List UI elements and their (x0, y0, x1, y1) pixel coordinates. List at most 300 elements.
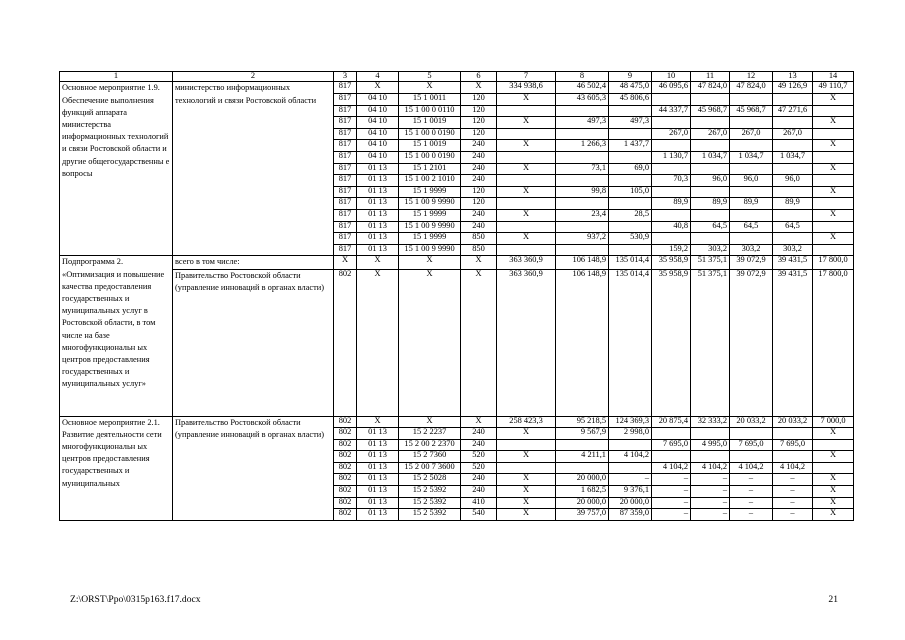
value-cell: 240 (461, 439, 497, 451)
value-cell: – (609, 474, 652, 486)
value-cell: 817 (334, 209, 357, 221)
value-cell: 64,5 (730, 221, 773, 233)
value-cell: X (461, 416, 497, 428)
value-cell: 01 13 (357, 451, 399, 463)
value-cell (773, 163, 813, 175)
value-cell: X (497, 428, 556, 440)
value-cell: 45 806,6 (609, 93, 652, 105)
value-cell (813, 105, 854, 117)
value-cell: 15 1 9999 (399, 186, 461, 198)
value-cell (691, 140, 730, 152)
value-cell: 04 10 (357, 151, 399, 163)
value-cell (609, 244, 652, 256)
value-cell: 64,5 (691, 221, 730, 233)
value-cell: 99,8 (556, 186, 609, 198)
value-cell: 20 000,0 (609, 497, 652, 509)
value-cell (730, 117, 773, 129)
value-cell: 15 1 00 0 0190 (399, 151, 461, 163)
value-cell (773, 428, 813, 440)
value-cell: 04 10 (357, 128, 399, 140)
value-cell: – (652, 486, 691, 498)
value-cell: 01 13 (357, 509, 399, 521)
value-cell (609, 462, 652, 474)
value-cell: 2 998,0 (609, 428, 652, 440)
value-cell: 01 13 (357, 486, 399, 498)
value-cell: 96,0 (773, 175, 813, 187)
value-cell: 240 (461, 175, 497, 187)
value-cell (609, 221, 652, 233)
value-cell: 240 (461, 209, 497, 221)
value-cell (556, 198, 609, 210)
value-cell (609, 128, 652, 140)
value-cell: 303,2 (691, 244, 730, 256)
value-cell: 15 2 2237 (399, 428, 461, 440)
value-cell: 802 (334, 428, 357, 440)
value-cell (609, 151, 652, 163)
value-cell: 817 (334, 233, 357, 245)
value-cell: 43 605,3 (556, 93, 609, 105)
value-cell: 4 104,2 (691, 462, 730, 474)
value-cell: X (399, 416, 461, 428)
table-row (60, 269, 854, 416)
value-cell (556, 175, 609, 187)
value-cell (652, 451, 691, 463)
value-cell: 4 104,2 (773, 462, 813, 474)
value-cell (813, 462, 854, 474)
value-cell: 1 682,5 (556, 486, 609, 498)
value-cell: 303,2 (730, 244, 773, 256)
value-cell: 48 475,0 (609, 82, 652, 94)
value-cell: 01 13 (357, 428, 399, 440)
value-cell: X (813, 428, 854, 440)
value-cell: 15 1 2101 (399, 163, 461, 175)
value-cell (773, 451, 813, 463)
value-cell (497, 198, 556, 210)
value-cell: X (497, 117, 556, 129)
value-cell: X (461, 82, 497, 94)
value-cell: 69,0 (609, 163, 652, 175)
value-cell: 520 (461, 451, 497, 463)
value-cell: – (773, 497, 813, 509)
value-cell: 15 2 00 7 3600 (399, 462, 461, 474)
value-cell: 87 359,0 (609, 509, 652, 521)
value-cell: 89,9 (652, 198, 691, 210)
value-cell (773, 117, 813, 129)
value-cell: 267,0 (652, 128, 691, 140)
value-cell: 267,0 (773, 128, 813, 140)
value-cell: X (813, 233, 854, 245)
value-cell: 240 (461, 151, 497, 163)
value-cell: 20 875,4 (652, 416, 691, 428)
value-cell: 39 757,0 (556, 509, 609, 521)
value-cell: 95 218,5 (556, 416, 609, 428)
value-cell: 4 104,2 (652, 462, 691, 474)
value-cell (773, 233, 813, 245)
value-cell: 01 13 (357, 474, 399, 486)
table-row (60, 82, 854, 94)
value-cell (497, 175, 556, 187)
value-cell: 15 1 00 0 0190 (399, 128, 461, 140)
value-cell: X (497, 140, 556, 152)
value-cell: 817 (334, 244, 357, 256)
header-cell: 5 (399, 72, 461, 82)
value-cell: 106 148,9 (556, 256, 609, 269)
value-cell: 01 13 (357, 198, 399, 210)
value-cell: X (497, 497, 556, 509)
value-cell: X (461, 269, 497, 416)
value-cell: 70,3 (652, 175, 691, 187)
value-cell (652, 163, 691, 175)
value-cell: 49 126,9 (773, 82, 813, 94)
value-cell (730, 186, 773, 198)
value-cell: 15 1 00 9 9990 (399, 198, 461, 210)
value-cell: 802 (334, 451, 357, 463)
value-cell: 240 (461, 140, 497, 152)
value-cell (730, 233, 773, 245)
header-cell: 8 (556, 72, 609, 82)
value-cell: 240 (461, 474, 497, 486)
value-cell: 817 (334, 82, 357, 94)
value-cell: 802 (334, 439, 357, 451)
header-cell: 1 (60, 72, 173, 82)
value-cell: 20 033,2 (730, 416, 773, 428)
value-cell: 850 (461, 244, 497, 256)
value-cell: 15 1 9999 (399, 233, 461, 245)
value-cell: 817 (334, 128, 357, 140)
value-cell: 15 1 0019 (399, 117, 461, 129)
header-cell: 2 (173, 72, 334, 82)
value-cell: X (497, 186, 556, 198)
value-cell: 802 (334, 474, 357, 486)
value-cell (497, 128, 556, 140)
value-cell: 89,9 (730, 198, 773, 210)
value-cell: – (691, 474, 730, 486)
executor-cell: Правительство Ростовской области (управление инноваций в органах власти) (173, 269, 334, 416)
value-cell: 46 502,4 (556, 82, 609, 94)
value-cell: X (813, 451, 854, 463)
value-cell: 39 072,9 (730, 269, 773, 416)
value-cell: 817 (334, 117, 357, 129)
value-cell (691, 117, 730, 129)
value-cell: 45 968,7 (730, 105, 773, 117)
value-cell (773, 140, 813, 152)
table-row (60, 416, 854, 428)
value-cell: X (813, 186, 854, 198)
value-cell: X (399, 256, 461, 269)
value-cell: 28,5 (609, 209, 652, 221)
value-cell (691, 428, 730, 440)
header-cell: 7 (497, 72, 556, 82)
value-cell: X (813, 93, 854, 105)
value-cell: 15 2 5392 (399, 509, 461, 521)
value-cell: 01 13 (357, 175, 399, 187)
value-cell: 51 375,1 (691, 269, 730, 416)
value-cell (691, 163, 730, 175)
value-cell: 120 (461, 105, 497, 117)
value-cell: 802 (334, 486, 357, 498)
value-cell (691, 233, 730, 245)
value-cell: 45 968,7 (691, 105, 730, 117)
value-cell: 135 014,4 (609, 269, 652, 416)
value-cell: 334 938,6 (497, 82, 556, 94)
value-cell (773, 209, 813, 221)
value-cell: X (357, 256, 399, 269)
value-cell: 802 (334, 497, 357, 509)
value-cell (730, 451, 773, 463)
value-cell: 96,0 (691, 175, 730, 187)
value-cell: X (813, 509, 854, 521)
value-cell: 15 1 00 9 9990 (399, 244, 461, 256)
value-cell (813, 175, 854, 187)
value-cell: 802 (334, 509, 357, 521)
value-cell: 817 (334, 186, 357, 198)
value-cell: X (399, 269, 461, 416)
value-cell: 89,9 (773, 198, 813, 210)
value-cell: 7 695,0 (730, 439, 773, 451)
value-cell: X (357, 416, 399, 428)
value-cell: 1 034,7 (691, 151, 730, 163)
value-cell: X (497, 486, 556, 498)
header-cell: 6 (461, 72, 497, 82)
value-cell: – (652, 474, 691, 486)
value-cell (691, 186, 730, 198)
row-label: Основное мероприятие 2.1. Развитие деятельности сети многофункциональн ых центров предоставления государственных и муниципальных (60, 416, 173, 520)
footer-file-path: Z:\ORST\Ppo\0315p163.f17.docx (70, 594, 201, 605)
value-cell (556, 244, 609, 256)
value-cell: X (357, 82, 399, 94)
value-cell: 01 13 (357, 221, 399, 233)
value-cell: X (813, 497, 854, 509)
value-cell (609, 175, 652, 187)
value-cell: 135 014,4 (609, 256, 652, 269)
value-cell: X (813, 140, 854, 152)
value-cell: 817 (334, 198, 357, 210)
value-cell: 17 800,0 (813, 256, 854, 269)
value-cell: 120 (461, 198, 497, 210)
value-cell: 817 (334, 221, 357, 233)
value-cell: 73,1 (556, 163, 609, 175)
value-cell: 04 10 (357, 140, 399, 152)
value-cell: X (813, 486, 854, 498)
value-cell: 44 337,7 (652, 105, 691, 117)
value-cell: 89,9 (691, 198, 730, 210)
value-cell: X (813, 474, 854, 486)
value-cell (652, 428, 691, 440)
value-cell: 15 1 00 0 0110 (399, 105, 461, 117)
value-cell (813, 221, 854, 233)
table-row (60, 256, 854, 269)
value-cell: 240 (461, 163, 497, 175)
value-cell: 106 148,9 (556, 269, 609, 416)
value-cell: X (497, 474, 556, 486)
value-cell: X (497, 209, 556, 221)
value-cell: 40,8 (652, 221, 691, 233)
value-cell: 15 1 00 9 9990 (399, 221, 461, 233)
value-cell: 01 13 (357, 244, 399, 256)
value-cell: 120 (461, 117, 497, 129)
value-cell (730, 163, 773, 175)
value-cell: 1 130,7 (652, 151, 691, 163)
value-cell (652, 233, 691, 245)
value-cell: 47 824,0 (730, 82, 773, 94)
executor-cell: министерство информационных технологий и связи Ростовской области (173, 82, 334, 256)
value-cell: 15 2 5028 (399, 474, 461, 486)
value-cell: 39 431,5 (773, 269, 813, 416)
value-cell: 1 437,7 (609, 140, 652, 152)
value-cell: X (399, 82, 461, 94)
value-cell: 7 695,0 (652, 439, 691, 451)
value-cell: 20 000,0 (556, 474, 609, 486)
value-cell: 7 000,0 (813, 416, 854, 428)
value-cell: – (773, 486, 813, 498)
value-cell: – (730, 474, 773, 486)
header-cell: 10 (652, 72, 691, 82)
value-cell: 802 (334, 416, 357, 428)
value-cell (556, 151, 609, 163)
value-cell: 267,0 (730, 128, 773, 140)
value-cell: 01 13 (357, 439, 399, 451)
value-cell (652, 186, 691, 198)
value-cell: X (334, 256, 357, 269)
header-cell: 13 (773, 72, 813, 82)
value-cell: 64,5 (773, 221, 813, 233)
value-cell: 817 (334, 93, 357, 105)
value-cell: 47 271,6 (773, 105, 813, 117)
row-label: Основное мероприятие 1.9. Обеспечение выполнения функций аппарата министерства информационных технологий и связи Ростовской области и другие общегосударственны е вопросы (60, 82, 173, 256)
value-cell: 303,2 (773, 244, 813, 256)
value-cell (609, 198, 652, 210)
value-cell (813, 198, 854, 210)
value-cell: 01 13 (357, 163, 399, 175)
value-cell: 937,2 (556, 233, 609, 245)
value-cell: 410 (461, 497, 497, 509)
value-cell: 15 1 0011 (399, 93, 461, 105)
value-cell: 4 104,2 (609, 451, 652, 463)
value-cell: – (730, 497, 773, 509)
value-cell (813, 128, 854, 140)
value-cell: 817 (334, 175, 357, 187)
value-cell: 01 13 (357, 209, 399, 221)
table-body (60, 72, 854, 521)
value-cell: 20 033,2 (773, 416, 813, 428)
header-cell: 12 (730, 72, 773, 82)
value-cell: 124 369,3 (609, 416, 652, 428)
header-cell: 3 (334, 72, 357, 82)
value-cell: 4 104,2 (730, 462, 773, 474)
value-cell: X (813, 209, 854, 221)
value-cell: 20 000,0 (556, 497, 609, 509)
value-cell (773, 93, 813, 105)
value-cell (730, 140, 773, 152)
value-cell: 267,0 (691, 128, 730, 140)
value-cell (497, 221, 556, 233)
value-cell: X (497, 93, 556, 105)
value-cell: – (730, 509, 773, 521)
value-cell: 497,3 (609, 117, 652, 129)
value-cell: 04 10 (357, 93, 399, 105)
value-cell: – (773, 474, 813, 486)
value-cell: – (691, 486, 730, 498)
header-row (60, 72, 854, 82)
value-cell: 817 (334, 151, 357, 163)
value-cell: 32 333,2 (691, 416, 730, 428)
value-cell: 35 958,9 (652, 269, 691, 416)
value-cell (556, 221, 609, 233)
value-cell (730, 93, 773, 105)
value-cell: 1 034,7 (773, 151, 813, 163)
budget-table (59, 71, 854, 521)
value-cell (773, 186, 813, 198)
value-cell: 1 034,7 (730, 151, 773, 163)
value-cell (652, 140, 691, 152)
value-cell: 817 (334, 105, 357, 117)
value-cell: 01 13 (357, 186, 399, 198)
value-cell: – (730, 486, 773, 498)
value-cell: 01 13 (357, 462, 399, 474)
value-cell: 520 (461, 462, 497, 474)
value-cell: X (497, 509, 556, 521)
value-cell: 258 423,3 (497, 416, 556, 428)
value-cell: 15 2 5392 (399, 486, 461, 498)
value-cell: – (652, 497, 691, 509)
value-cell: 39 431,5 (773, 256, 813, 269)
value-cell: 9 567,9 (556, 428, 609, 440)
value-cell: 530,9 (609, 233, 652, 245)
value-cell: 15 1 00 2 1010 (399, 175, 461, 187)
value-cell: 15 2 7360 (399, 451, 461, 463)
value-cell: 817 (334, 163, 357, 175)
value-cell (691, 209, 730, 221)
value-cell (497, 105, 556, 117)
value-cell: 363 360,9 (497, 256, 556, 269)
value-cell (497, 244, 556, 256)
value-cell (730, 209, 773, 221)
value-cell: 15 1 9999 (399, 209, 461, 221)
value-cell: – (691, 497, 730, 509)
value-cell: 7 695,0 (773, 439, 813, 451)
value-cell: 46 095,6 (652, 82, 691, 94)
value-cell: 120 (461, 186, 497, 198)
value-cell: 497,3 (556, 117, 609, 129)
value-cell (691, 93, 730, 105)
executor-cell: Правительство Ростовской области (управление инноваций в органах власти) (173, 416, 334, 520)
header-cell: 4 (357, 72, 399, 82)
value-cell (556, 439, 609, 451)
value-cell: – (691, 509, 730, 521)
value-cell: – (652, 509, 691, 521)
value-cell: 35 958,9 (652, 256, 691, 269)
value-cell (497, 151, 556, 163)
value-cell: 4 995,0 (691, 439, 730, 451)
row-label: Подпрограмма 2. «Оптимизация и повышение качества предоставления государственных и муниципальных услуг в Ростовской области, в том числе на базе многофункциональн ых центров предоставления государственных и муниципальных услуг» (60, 256, 173, 416)
value-cell: X (357, 269, 399, 416)
value-cell: 850 (461, 233, 497, 245)
value-cell (730, 428, 773, 440)
value-cell: 817 (334, 140, 357, 152)
value-cell: 240 (461, 221, 497, 233)
header-cell: 9 (609, 72, 652, 82)
value-cell: 04 10 (357, 117, 399, 129)
value-cell: X (461, 256, 497, 269)
value-cell (652, 209, 691, 221)
header-cell: 11 (691, 72, 730, 82)
value-cell: 105,0 (609, 186, 652, 198)
value-cell: 120 (461, 93, 497, 105)
value-cell: 9 376,1 (609, 486, 652, 498)
value-cell: X (497, 163, 556, 175)
value-cell: 120 (461, 128, 497, 140)
value-cell (813, 151, 854, 163)
